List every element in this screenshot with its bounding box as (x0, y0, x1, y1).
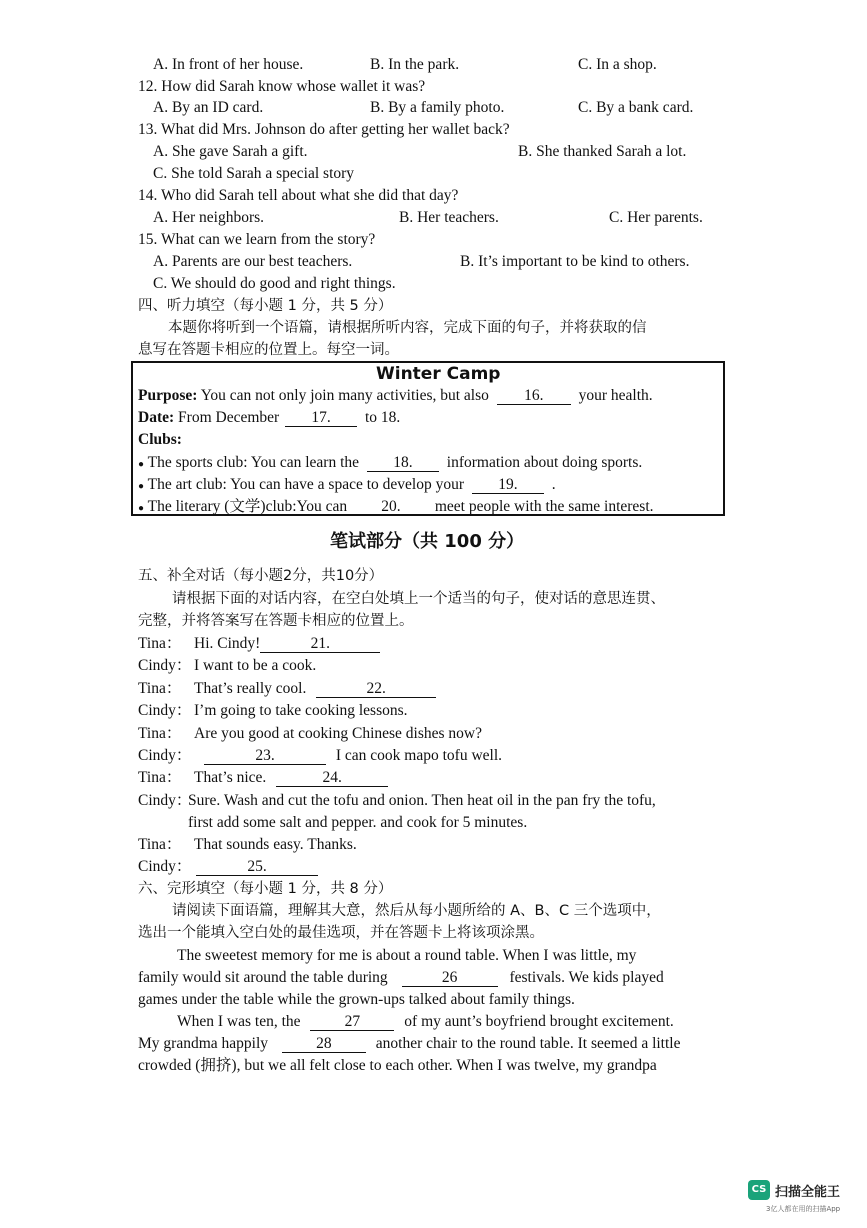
q15-stem: 15. What can we learn from the story? (138, 231, 376, 248)
speaker: Tina： (138, 680, 182, 697)
dialog-text: Hi. Cindy! (194, 635, 261, 652)
blank-26[interactable]: 26 (402, 969, 498, 987)
date-text: From December (174, 409, 280, 426)
cloze-paragraph2-line1 (177, 1012, 674, 1032)
dialog-line (138, 768, 388, 788)
section5-heading: 五、补全对话（每小题2分，共10分） (138, 568, 384, 584)
club-art-text: The art club: You can have a space to develop your (147, 476, 465, 493)
speaker: Cindy： (138, 747, 192, 764)
q14-option-a: A. Her neighbors. (153, 209, 265, 226)
club-literary-end: meet people with the same interest. (434, 498, 654, 515)
clubs-label: Clubs: (138, 431, 182, 448)
cloze-paragraph2-line3: crowded (拥挤), but we all felt close to each other. When I was twelve, my grandpa (138, 1057, 657, 1074)
dialog-line (138, 857, 318, 877)
dialog-line (138, 791, 656, 811)
q14-stem: 14. Who did Sarah tell about what she did that day? (138, 187, 459, 204)
q12-stem: 12. How did Sarah know whose wallet it was? (138, 78, 426, 95)
purpose-text: You can not only join many activities, but also (197, 387, 489, 404)
date-line (138, 408, 400, 428)
blank-25[interactable]: 25. (196, 858, 318, 876)
q14-option-c: C. Her parents. (609, 209, 703, 226)
q12-option-c: C. By a bank card. (578, 99, 694, 116)
q13-stem: 13. What did Mrs. Johnson do after getting her wallet back? (138, 121, 510, 138)
dialog-line (138, 634, 380, 654)
dialog-line (138, 835, 357, 855)
dialog-line (188, 813, 527, 833)
club-sports-line (138, 453, 642, 475)
cloze-text: When I was ten, the (177, 1013, 301, 1030)
speaker: Cindy： (138, 858, 192, 875)
q13-option-c: C. She told Sarah a special story (153, 165, 355, 182)
club-sports-text: The sports club: You can learn the (147, 454, 360, 471)
q12-option-b: B. By a family photo. (370, 99, 505, 116)
dialog-line (138, 679, 436, 699)
blank-22[interactable]: 22. (316, 680, 436, 698)
speaker: Cindy： (138, 702, 192, 719)
cloze-paragraph2-line2 (138, 1034, 680, 1054)
blank-18[interactable]: 18. (367, 454, 439, 472)
q15-option-a: A. Parents are our best teachers. (153, 253, 353, 270)
q13-option-a: A. She gave Sarah a gift. (153, 143, 308, 160)
blank-16[interactable]: 16. (497, 387, 571, 405)
club-art-end: . (551, 476, 556, 493)
dialog-text: Are you good at cooking Chinese dishes now? (194, 725, 482, 742)
q11-option-b: B. In the park. (370, 56, 460, 73)
club-sports-end: information about doing sports. (446, 454, 643, 471)
q11-option-c: C. In a shop. (578, 56, 657, 73)
purpose-label: Purpose: (138, 387, 198, 404)
cloze-text: family would sit around the table during (138, 969, 388, 986)
blank-19[interactable]: 19. (472, 476, 544, 494)
date-label: Date: (138, 409, 175, 426)
blank-23[interactable]: 23. (204, 747, 326, 765)
purpose-line (138, 386, 653, 406)
dialog-text: That sounds easy. Thanks. (194, 836, 357, 853)
club-literary-text: The literary (文学)club:You can (147, 498, 348, 515)
watermark-tagline: 3亿人都在用的扫描App (766, 1205, 841, 1213)
q15-option-c: C. We should do good and right things. (153, 275, 396, 292)
cloze-text: another chair to the round table. It seemed a little (375, 1035, 681, 1052)
speaker: Cindy： (138, 657, 192, 674)
section6-heading: 六、完形填空（每小题 1 分，共 8 分） (138, 881, 393, 897)
cloze-paragraph1-line3: games under the table while the grown-ups talked about family things. (138, 991, 575, 1008)
section4-heading: 四、听力填空（每小题 1 分，共 5 分） (138, 298, 393, 314)
cloze-paragraph1-line1: The sweetest memory for me is about a round table. When I was little, my (177, 947, 637, 964)
speaker: Tina： (138, 635, 182, 652)
camscanner-logo-icon: CS (748, 1180, 770, 1200)
section5-instruction-line1: 请根据下面的对话内容，在空白处填上一个适当的句子，使对话的意思连贯、 (172, 591, 665, 607)
section6-instruction-line2: 选出一个能填入空白处的最佳选项，并在答题卡上将该项涂黑。 (138, 925, 544, 941)
speaker: Tina： (138, 836, 182, 853)
cloze-text: of my aunt’s boyfriend brought excitement. (404, 1013, 674, 1030)
blank-17[interactable]: 17. (285, 409, 357, 427)
dialog-line (138, 701, 408, 721)
dialog-text: first add some salt and pepper. and cook for 5 minutes. (188, 814, 528, 831)
q15-option-b: B. It’s important to be kind to others. (460, 253, 690, 270)
dialog-line (138, 724, 482, 744)
dialog-line (138, 746, 502, 766)
written-part-title: 笔试部分（共 100 分） (330, 531, 525, 552)
dialog-line (138, 656, 316, 676)
purpose-end: your health. (578, 387, 653, 404)
bullet-icon: ● (138, 481, 145, 492)
dialog-text: I want to be a cook. (194, 657, 317, 674)
q12-option-a: A. By an ID card. (153, 99, 264, 116)
cloze-paragraph1-line2 (138, 968, 664, 988)
blank-21[interactable]: 21. (260, 635, 380, 653)
q14-option-b: B. Her teachers. (399, 209, 499, 226)
speaker: Tina： (138, 725, 182, 742)
section4-instruction-line2: 息写在答题卡相应的位置上。每空一词。 (138, 342, 399, 358)
section6-instruction-line1: 请阅读下面语篇，理解其大意，然后从每小题所给的 A、B、C 三个选项中， (172, 903, 661, 919)
club-literary-line (138, 497, 654, 519)
dialog-text: That’s nice. (194, 769, 267, 786)
cloze-text: festivals. We kids played (509, 969, 664, 986)
speaker: Cindy： (138, 792, 192, 809)
dialog-text: Sure. Wash and cut the tofu and onion. Then heat oil in the pan fry the tofu, (188, 792, 656, 809)
dialog-text: I’m going to take cooking lessons. (194, 702, 408, 719)
club-art-line (138, 475, 556, 497)
section5-instruction-line2: 完整，并将答案写在答题卡相应的位置上。 (138, 613, 414, 629)
watermark-app-name: 扫描全能王 (775, 1185, 841, 1200)
winter-camp-title: Winter Camp (376, 364, 501, 384)
blank-24[interactable]: 24. (276, 769, 388, 787)
dialog-text: That’s really cool. (194, 680, 307, 697)
bullet-icon: ● (138, 459, 145, 470)
q13-option-b: B. She thanked Sarah a lot. (518, 143, 687, 160)
blank-20[interactable]: 20. (355, 498, 427, 516)
speaker: Tina： (138, 769, 182, 786)
date-end: to 18. (364, 409, 401, 426)
bullet-icon: ● (138, 503, 145, 514)
blank-27[interactable]: 27 (310, 1013, 394, 1031)
dialog-text: I can cook mapo tofu well. (335, 747, 503, 764)
cloze-text: My grandma happily (138, 1035, 269, 1052)
section4-instruction-line1: 本题你将听到一个语篇，请根据所听内容，完成下面的句子，并将获取的信 (168, 320, 647, 336)
blank-28[interactable]: 28 (282, 1035, 366, 1053)
q11-option-a: A. In front of her house. (153, 56, 304, 73)
